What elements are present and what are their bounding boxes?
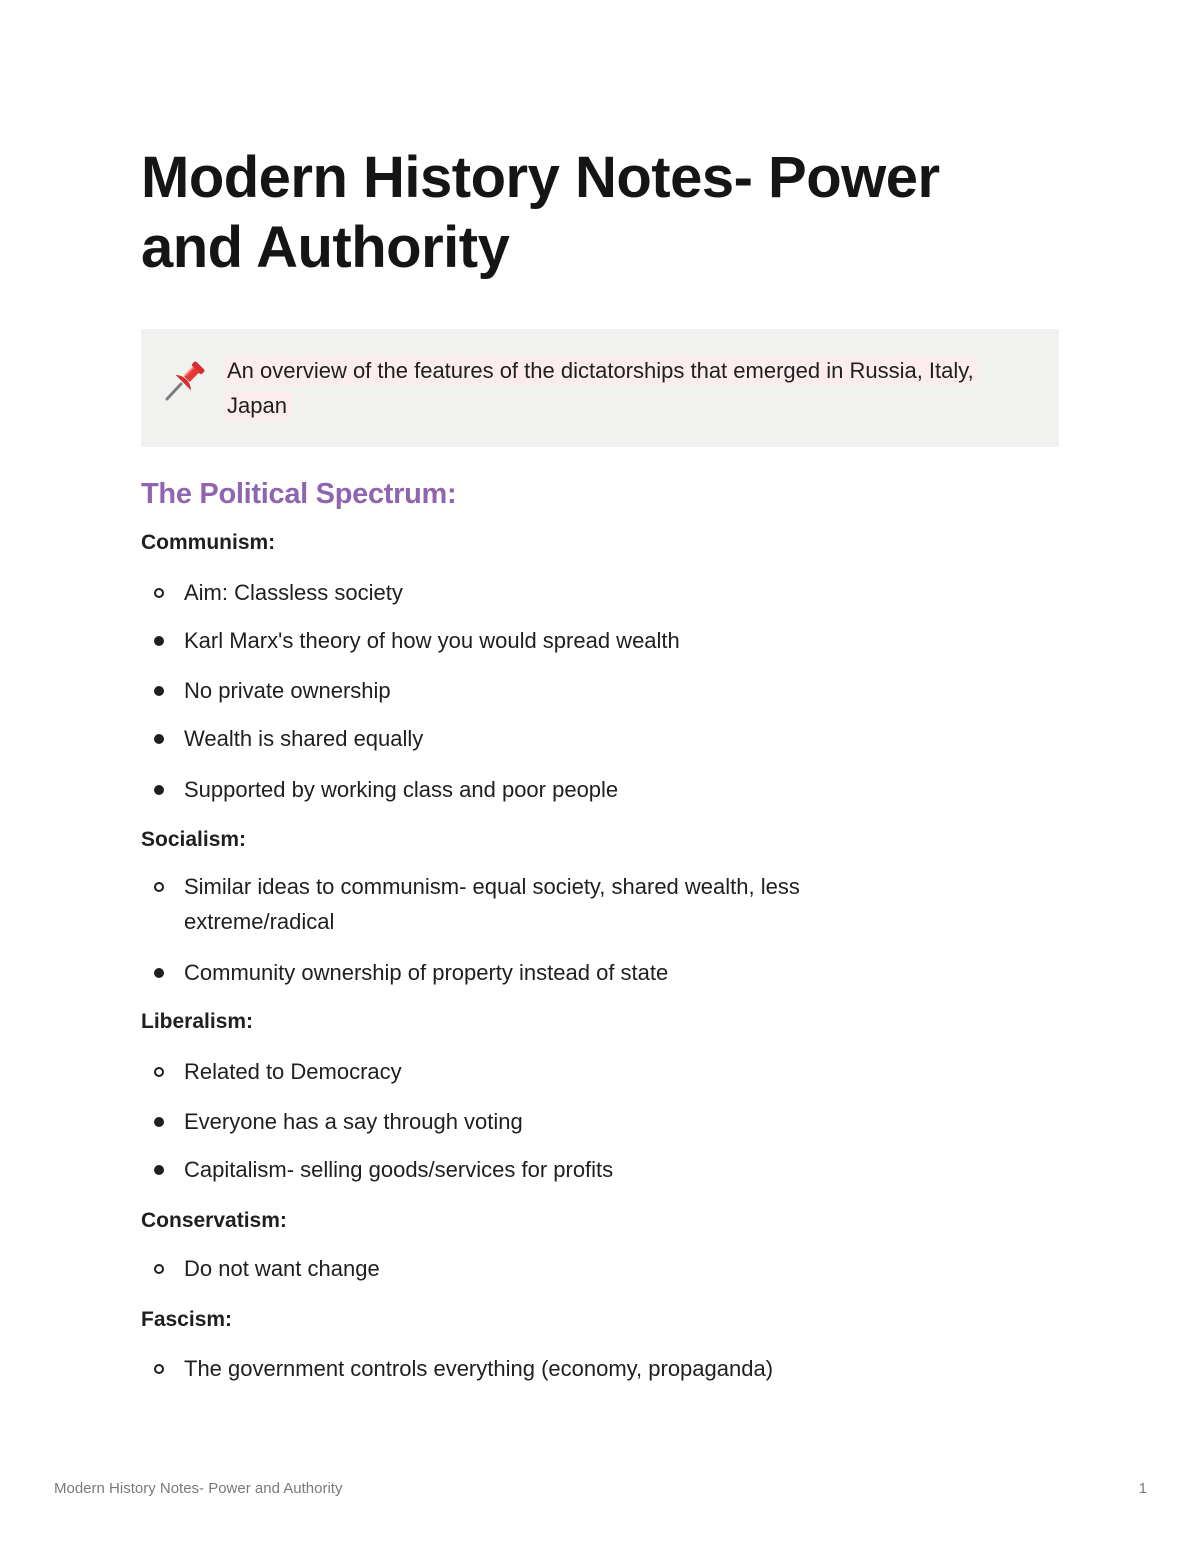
bullet-hollow-icon bbox=[154, 882, 164, 892]
pushpin-icon bbox=[161, 357, 209, 405]
list-item: Capitalism- selling goods/services for profits bbox=[141, 1152, 941, 1187]
list-item: The government controls everything (economy, propaganda) bbox=[141, 1351, 941, 1386]
callout-text: An overview of the features of the dictatorships that emerged in Russia, Italy, Japan bbox=[223, 353, 1043, 423]
footer-page-number: 1 bbox=[1138, 1480, 1147, 1497]
bullet-hollow-icon bbox=[154, 1264, 164, 1274]
bullet-hollow-icon bbox=[154, 1067, 164, 1077]
group-label-liberalism: Liberalism: bbox=[141, 1010, 254, 1033]
group-label-fascism: Fascism: bbox=[141, 1308, 233, 1331]
bullet-filled-icon bbox=[154, 636, 164, 646]
group-label-socialism: Socialism: bbox=[141, 828, 247, 851]
list-item: No private ownership bbox=[141, 673, 941, 708]
page-title: Modern History Notes- Power and Authority bbox=[141, 145, 940, 280]
list-item: Aim: Classless society bbox=[141, 575, 941, 610]
list-item: Everyone has a say through voting bbox=[141, 1104, 941, 1139]
list-item: Community ownership of property instead of state bbox=[141, 955, 941, 990]
callout bbox=[141, 329, 1059, 447]
footer-title: Modern History Notes- Power and Authority bbox=[54, 1480, 343, 1497]
list-item: Supported by working class and poor people bbox=[141, 772, 941, 807]
bullet-filled-icon bbox=[154, 968, 164, 978]
bullet-filled-icon bbox=[154, 1117, 164, 1127]
list-item: Karl Marx's theory of how you would spread wealth bbox=[141, 623, 941, 658]
bullet-hollow-icon bbox=[154, 1364, 164, 1374]
list-item: Similar ideas to communism- equal society, shared wealth, less extreme/radical bbox=[141, 869, 901, 939]
bullet-filled-icon bbox=[154, 734, 164, 744]
list-item: Wealth is shared equally bbox=[141, 721, 941, 756]
section-heading: The Political Spectrum: bbox=[141, 478, 457, 510]
group-label-communism: Communism: bbox=[141, 531, 276, 554]
bullet-hollow-icon bbox=[154, 588, 164, 598]
bullet-filled-icon bbox=[154, 785, 164, 795]
list-item: Do not want change bbox=[141, 1251, 941, 1286]
bullet-filled-icon bbox=[154, 686, 164, 696]
bullet-filled-icon bbox=[154, 1165, 164, 1175]
list-item: Related to Democracy bbox=[141, 1054, 941, 1089]
group-label-conservatism: Conservatism: bbox=[141, 1209, 287, 1232]
